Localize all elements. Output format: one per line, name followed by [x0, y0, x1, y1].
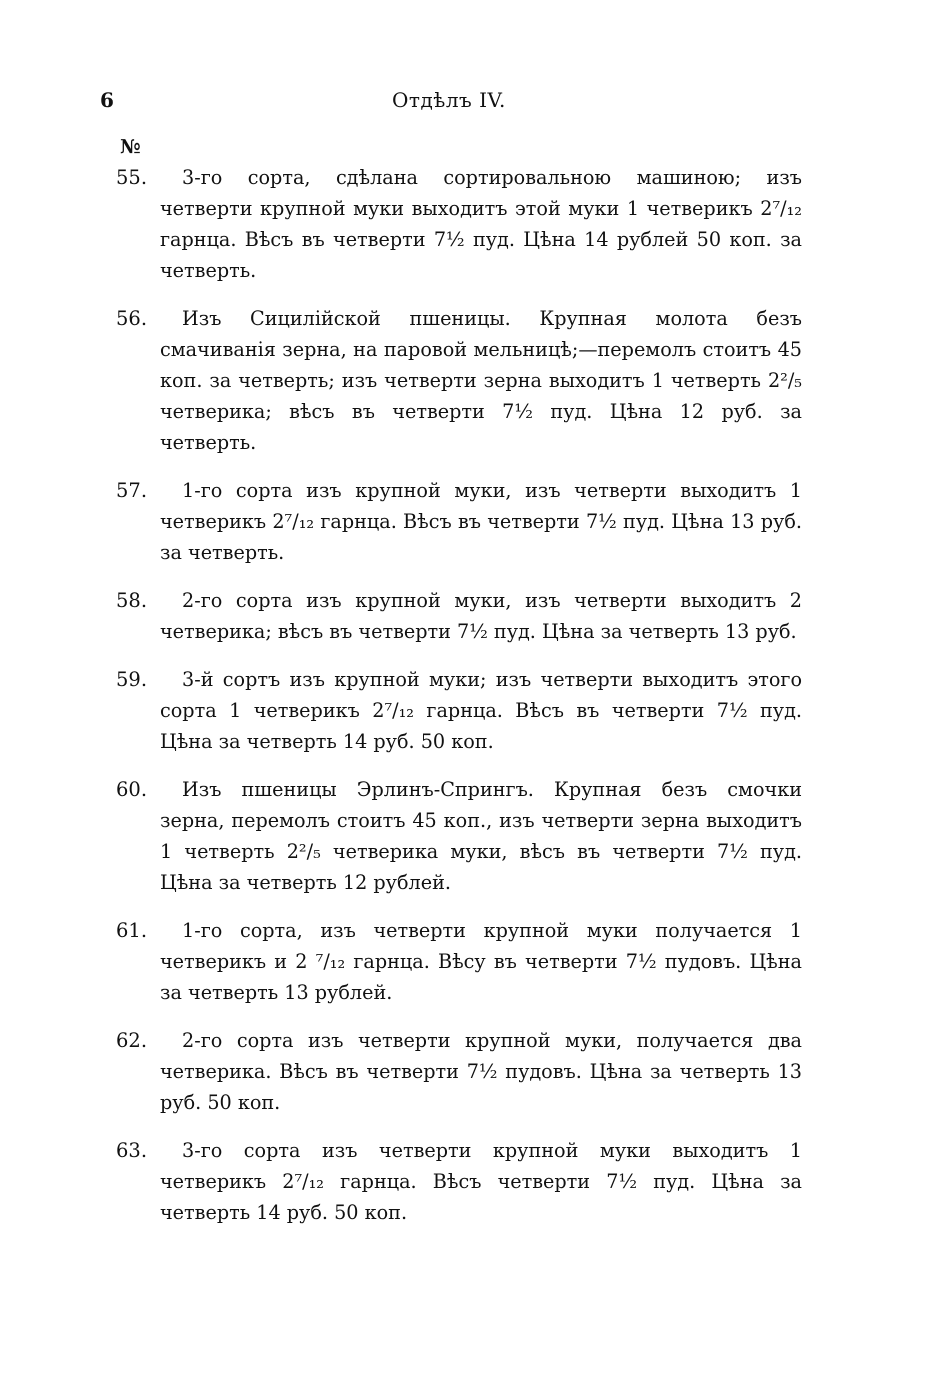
page-number: 6	[100, 88, 114, 112]
entry-62	[112, 1025, 802, 1118]
entry-63	[112, 1135, 802, 1228]
entry-number: 59.	[116, 668, 148, 691]
entry-number: 60.	[116, 778, 148, 801]
entry-59	[112, 664, 802, 757]
number-sign: №	[120, 136, 141, 158]
entry-text: Изъ Сицилійской пшеницы. Крупная молота безъ смачиванія зерна, на паровой мельницѣ;—перемолъ стоитъ 45 коп. за четверть; изъ четверти зерна выходитъ 1 четверть 2²/₅ четверика; вѣсъ въ четверти 7½ пуд. Цѣна 12 руб. за четверть.	[160, 307, 802, 454]
entry-number: 58.	[116, 589, 148, 612]
entry-number: 63.	[116, 1139, 148, 1162]
entry-text: 3-го сорта изъ четверти крупной муки выходитъ 1 четверикъ 2⁷/₁₂ гарнца. Вѣсъ четверти 7½ пуд. Цѣна за четверть 14 руб. 50 коп.	[160, 1139, 802, 1224]
entry-text: 2-го сорта изъ крупной муки, изъ четверти выходитъ 2 четверика; вѣсъ въ четверти 7½ пуд. Цѣна за четверть 13 руб.	[160, 589, 802, 643]
entry-55	[112, 162, 802, 286]
page-header	[100, 88, 800, 122]
entry-text: 2-го сорта изъ четверти крупной муки, получается два четверика. Вѣсъ въ четверти 7½ пудовъ. Цѣна за четверть 13 руб. 50 коп.	[160, 1029, 802, 1114]
entry-list	[112, 162, 802, 1245]
entry-text: 3-го сорта, сдѣлана сортировальною машиною; изъ четверти крупной муки выходитъ этой муки 1 четверикъ 2⁷/₁₂ гарнца. Вѣсъ въ четверти 7½ пуд. Цѣна 14 рублей 50 коп. за четверть.	[160, 166, 802, 282]
entry-60	[112, 774, 802, 898]
running-head: Отдѣлъ IV.	[392, 88, 506, 112]
entry-number: 55.	[116, 166, 148, 189]
entry-number: 56.	[116, 307, 148, 330]
entry-number: 61.	[116, 919, 148, 942]
entry-number: 57.	[116, 479, 148, 502]
entry-text: Изъ пшеницы Эрлинъ-Спрингъ. Крупная безъ смочки зерна, перемолъ стоитъ 45 коп., изъ четверти зерна выходитъ 1 четверть 2²/₅ четверика муки, вѣсъ въ четверти 7½ пуд. Цѣна за четверть 12 рублей.	[160, 778, 802, 894]
entry-56	[112, 303, 802, 458]
entry-58	[112, 585, 802, 647]
entry-text: 1-го сорта, изъ четверти крупной муки получается 1 четверикъ и 2 ⁷/₁₂ гарнца. Вѣсу въ четверти 7½ пудовъ. Цѣна за четверть 13 рублей.	[160, 919, 802, 1004]
entry-text: 3-й сортъ изъ крупной муки; изъ четверти выходитъ этого сорта 1 четверикъ 2⁷/₁₂ гарнца. Вѣсъ въ четверти 7½ пуд. Цѣна за четверть 14 руб. 50 коп.	[160, 668, 802, 753]
entry-number: 62.	[116, 1029, 148, 1052]
entry-61	[112, 915, 802, 1008]
entry-text: 1-го сорта изъ крупной муки, изъ четверти выходитъ 1 четверикъ 2⁷/₁₂ гарнца. Вѣсъ въ четверти 7½ пуд. Цѣна 13 руб. за четверть.	[160, 479, 802, 564]
entry-57	[112, 475, 802, 568]
